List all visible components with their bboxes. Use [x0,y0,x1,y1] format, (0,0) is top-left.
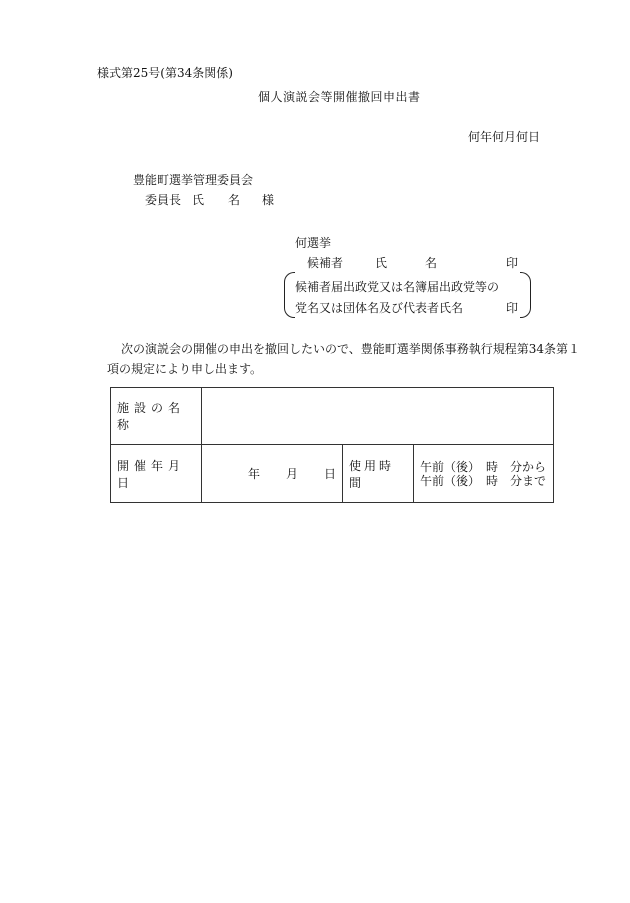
body-line-2: 項の規定により申し出ます。 [107,362,263,376]
addressee-committee: 豊能町選挙管理委員会 [133,173,254,187]
candidate-seal: 印 [506,256,519,270]
left-bracket [284,272,295,318]
party-seal: 印 [506,301,519,315]
candidate-name-2: 名 [425,256,438,270]
addressee-honorific: 様 [262,193,275,207]
addressee-chair: 委員長 [145,193,182,207]
year-label: 年 [247,467,260,481]
usage-time-value[interactable] [414,445,554,503]
table-row [111,445,554,503]
time-to: 午前（後） 時 分まで [420,473,547,488]
election-name: 何選挙 [295,236,332,250]
form-number: 様式第25号(第34条関係) [97,66,233,80]
date-label: 開催年月日 [111,445,202,503]
event-table [110,387,554,503]
usage-time-label: 使用時間 [343,445,414,503]
addressee-name-1: 氏 [192,193,205,207]
month-label: 月 [285,467,298,481]
body-line-1: 次の演説会の開催の申出を撤回したいので、豊能町選挙関係事務執行規程第34条第１ [121,342,581,356]
facility-value[interactable] [202,388,554,445]
table-row [111,388,554,445]
facility-label: 施設の名称 [111,388,202,445]
party-line-2: 党名又は団体名及び代表者氏名 [295,301,464,315]
candidate-label: 候補者 [307,256,344,270]
document-date: 何年何月何日 [467,130,540,144]
party-line-1: 候補者届出政党又は名簿届出政党等の [295,280,500,294]
right-bracket [520,272,531,318]
document-title: 個人演説会等開催撤回申出書 [258,90,421,104]
addressee-name-2: 名 [228,193,241,207]
time-from: 午前（後） 時 分から [420,459,547,474]
day-label: 日 [323,467,336,481]
candidate-name-1: 氏 [375,256,388,270]
date-value[interactable] [202,445,343,503]
